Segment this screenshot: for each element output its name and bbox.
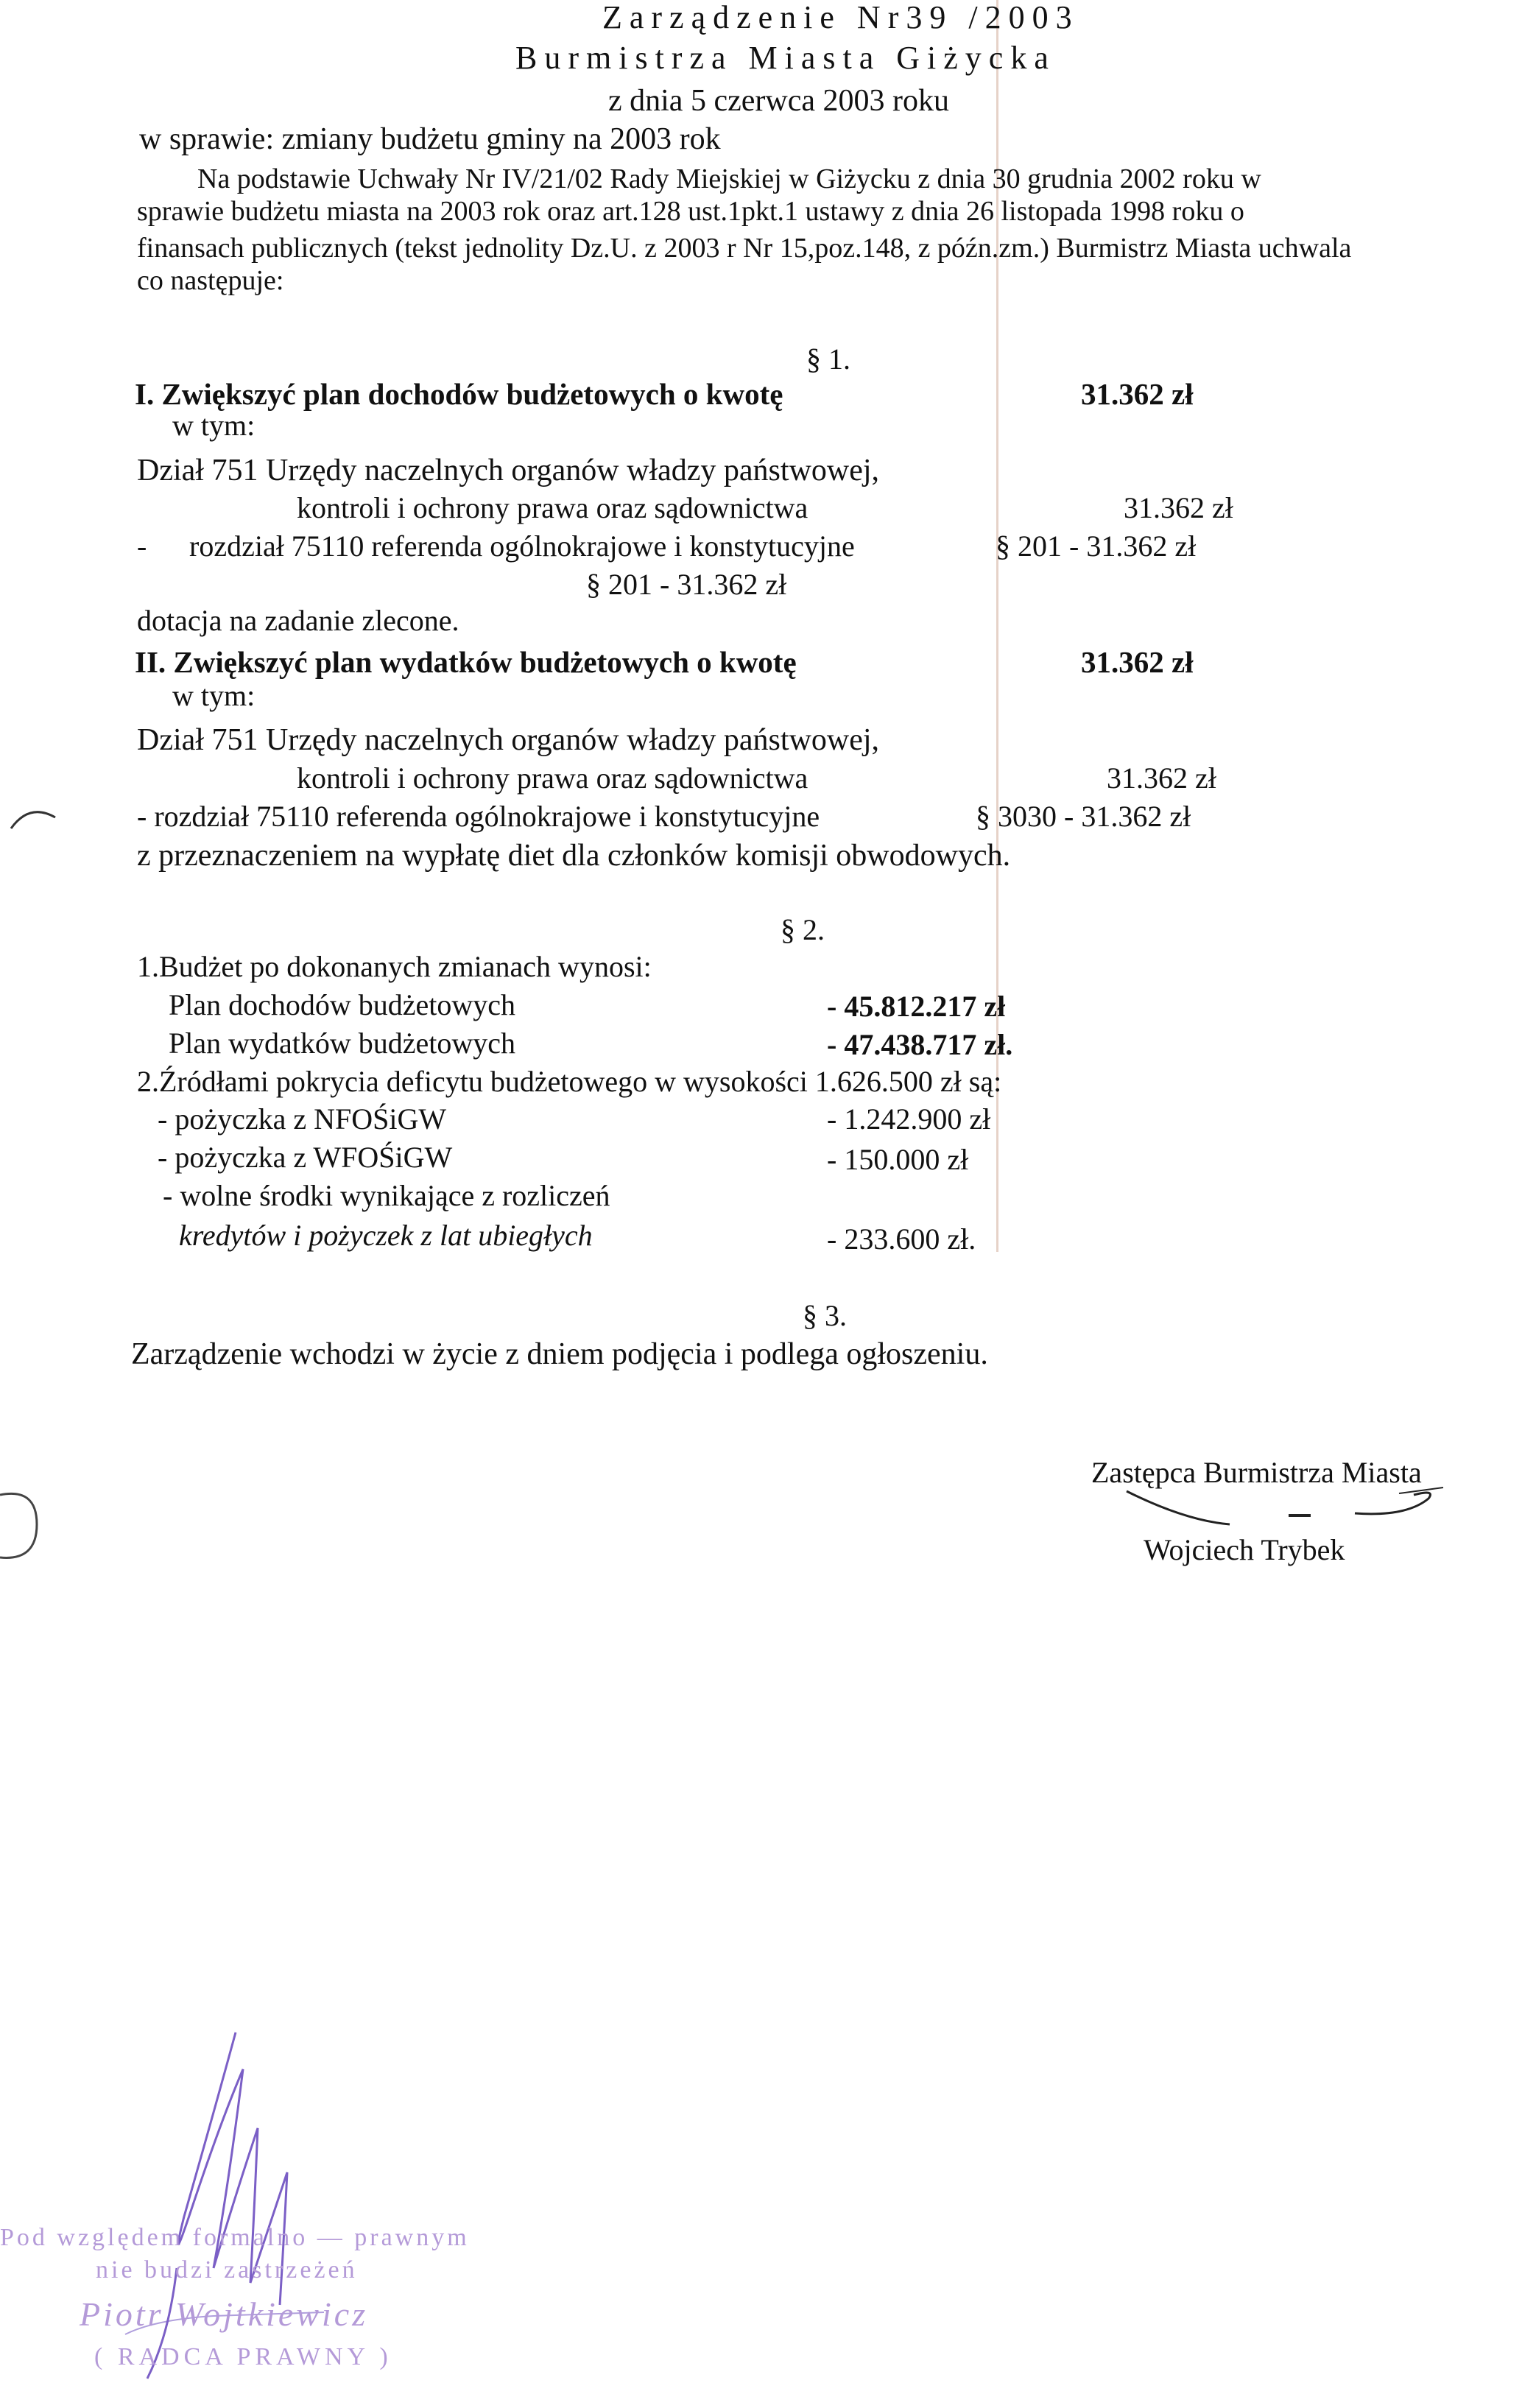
preamble-line-2: sprawie budżetu miasta na 2003 rok oraz art.128 ust.1pkt.1 ustawy z dnia 26 listopada 1998 roku o [137,196,1244,227]
stamp-line-1: Pod względem formalno — prawnym [0,2224,470,2251]
expense-amount: 31.362 zł [1081,645,1194,679]
document-title: Zarządzenie Nr39 /2003 [602,0,1079,35]
date-line: z dnia 5 czerwca 2003 roku [608,84,949,118]
income-dept-line-2: kontroli i ochrony prawa oraz sądownictwa [297,491,808,524]
section-1-mark: § 1. [806,342,850,376]
expense-plan-value: - 47.438.717 zł. [827,1028,1013,1061]
loan-wfosigw-label: - pożyczka z WFOŚiGW [158,1141,453,1174]
income-wtym: w tym: [172,409,256,442]
income-paragraph-line: § 201 - 31.362 zł [586,568,787,601]
section-2-mark: § 2. [781,913,825,946]
loan-nfosigw-label: - pożyczka z NFOŚiGW [158,1102,447,1136]
stamp-line-4: ( RADCA PRAWNY ) [94,2343,392,2370]
punch-hole-mark [0,1480,44,1569]
expense-wtym: w tym: [172,679,256,712]
expense-dept-line-2: kontroli i ochrony prawa oraz sądownictwa [297,761,808,795]
expense-dept-amount: 31.362 zł [1107,761,1216,795]
free-funds-value: - 233.600 zł. [827,1222,976,1256]
expense-plan-label: Plan wydatków budżetowych [169,1027,516,1060]
expense-sub-paragraph: § 3030 - 31.362 zł [976,800,1191,833]
signatory-name: Wojciech Trybek [1144,1533,1345,1566]
left-margin-mark [7,795,59,839]
income-plan-label: Plan dochodów budżetowych [169,988,516,1021]
stamp-line-3: Piotr Wojtkiewicz [80,2295,369,2333]
preamble-line-1: Na podstawie Uchwały Nr IV/21/02 Rady Miejskiej w Giżycku z dnia 30 grudnia 2002 roku w [197,163,1261,194]
income-amount: 31.362 zł [1081,377,1194,411]
expense-purpose: z przeznaczeniem na wypłatę diet dla członków komisji obwodowych. [137,839,1011,873]
expense-sub-text: - rozdział 75110 referenda ogólnokrajowe i konstytucyjne [137,800,820,833]
income-note: dotacja na zadanie zlecone. [137,604,459,637]
signature-scribble [1119,1480,1458,1532]
budget-after-changes: 1.Budżet po dokonanych zmianach wynosi: [137,950,652,983]
income-plan-value: - 45.812.217 zł [827,990,1006,1023]
income-sub-paragraph: § 201 - 31.362 zł [996,529,1197,563]
signature-title: Zastępca Burmistrza Miasta [1091,1456,1422,1489]
stamp-line-2: nie budzi zastrzeżeń [96,2256,358,2284]
section-3-mark: § 3. [803,1299,847,1332]
effective-clause: Zarządzenie wchodzi w życie z dniem podjęcia i podlega ogłoszeniu. [131,1337,988,1371]
loan-nfosigw-value: - 1.242.900 zł [827,1102,991,1136]
income-dept-line-1: Dział 751 Urzędy naczelnych organów władzy państwowej, [137,454,880,487]
deficit-sources: 2.Źródłami pokrycia deficytu budżetowego w wysokości 1.626.500 zł są: [137,1065,1002,1098]
expense-dept-line-1: Dział 751 Urzędy naczelnych organów władzy państwowej, [137,723,880,757]
issuer-line: Burmistrza Miasta Giżycka [515,40,1056,76]
loan-wfosigw-value: - 150.000 zł [827,1143,969,1176]
preamble-line-4: co następuje: [137,265,284,296]
income-sub-dash: - [137,529,147,563]
free-funds-line-2: kredytów i pożyczek z lat ubiegłych [179,1219,593,1252]
preamble-line-3: finansach publicznych (tekst jednolity Dz.U. z 2003 r Nr 15,poz.148, z późn.zm.) Burmistrz Miasta uchwala [137,233,1352,264]
free-funds-line-1: - wolne środki wynikające z rozliczeń [163,1179,610,1212]
subject-line: w sprawie: zmiany budżetu gminy na 2003 rok [139,122,721,156]
expense-heading: II. Zwiększyć plan wydatków budżetowych o kwotę [135,645,797,679]
income-sub-text: rozdział 75110 referenda ogólnokrajowe i konstytucyjne [189,529,855,563]
income-heading: I. Zwiększyć plan dochodów budżetowych o kwotę [135,377,783,411]
income-dept-amount: 31.362 zł [1124,491,1233,524]
